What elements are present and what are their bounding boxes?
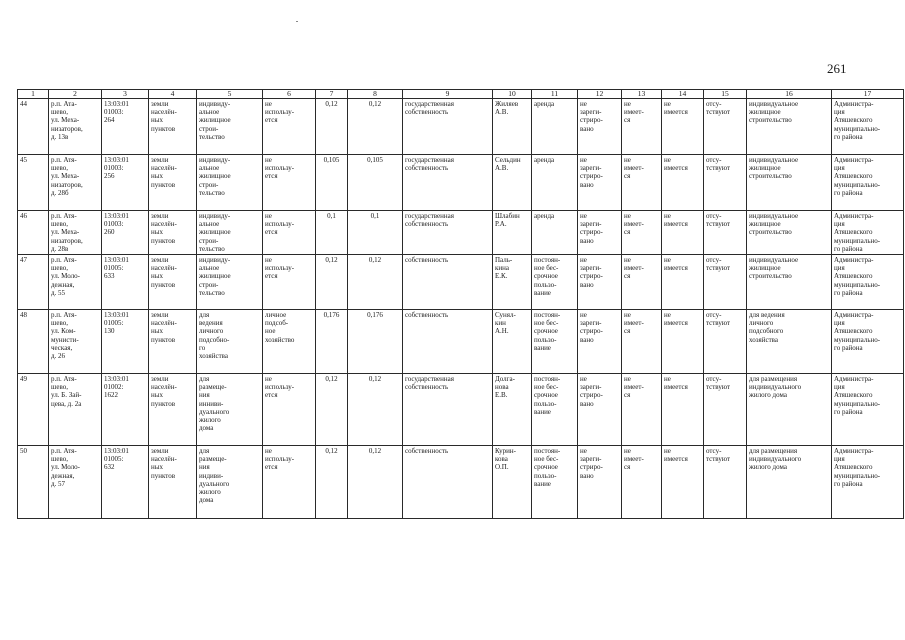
land-category-cell: земли населён- ных пунктов xyxy=(149,255,197,310)
holder-cell: Долга- нова Е.В. xyxy=(493,374,532,446)
land-category-cell: земли населён- ных пунктов xyxy=(149,374,197,446)
ownership-cell: государственная собственность xyxy=(403,211,493,255)
registration-cell: не зареги- стриро- вано xyxy=(578,211,622,255)
actual-use-cell: не использу- ется xyxy=(263,99,316,155)
row-number-cell: 46 xyxy=(18,211,49,255)
buildings-cell: отсу- тствуют xyxy=(704,310,747,374)
row-number-cell: 49 xyxy=(18,374,49,446)
actual-use-cell: не использу- ется xyxy=(263,155,316,211)
restriction-cell: не имеется xyxy=(662,155,704,211)
buildings-cell: отсу- тствуют xyxy=(704,446,747,519)
cadastral-number-cell: 13:03:01 01002: 1622 xyxy=(102,374,149,446)
area-cell: 0,105 xyxy=(316,155,348,211)
cadastral-number-cell: 13:03:01 01005: 632 xyxy=(102,446,149,519)
encumbrance-cell: не имеет- ся xyxy=(622,211,662,255)
column-header: 14 xyxy=(662,90,704,99)
land-category-cell: земли населён- ных пунктов xyxy=(149,155,197,211)
registration-cell: не зареги- стриро- вано xyxy=(578,99,622,155)
administration-cell: Администра- ция Атяшевского муниципально- го района xyxy=(832,310,904,374)
encumbrance-cell: не имеет- ся xyxy=(622,155,662,211)
buildings-cell: отсу- тствуют xyxy=(704,99,747,155)
right-type-cell: аренда xyxy=(532,211,578,255)
buildings-cell: отсу- тствуют xyxy=(704,211,747,255)
column-header: 17 xyxy=(832,90,904,99)
table-row xyxy=(18,155,904,211)
registration-cell: не зареги- стриро- вано xyxy=(578,446,622,519)
land-category-cell: земли населён- ных пунктов xyxy=(149,310,197,374)
holder-cell: Шлабин Р.А. xyxy=(493,211,532,255)
land-category-cell: земли населён- ных пунктов xyxy=(149,211,197,255)
actual-use-cell: не использу- ется xyxy=(263,255,316,310)
area-cell: 0,12 xyxy=(316,99,348,155)
right-type-cell: постоян- ное бес- срочное пользо- вание xyxy=(532,446,578,519)
area-cell: 0,12 xyxy=(316,255,348,310)
purpose-cell: для ведения личного подсобного хозяйства xyxy=(747,310,832,374)
ownership-cell: государственная собственность xyxy=(403,99,493,155)
address-cell: р.п. Атя- шево, ул. Моло- дежная, д. 55 xyxy=(49,255,102,310)
permitted-use-cell: для ведения личного подсобно- го хозяйства xyxy=(197,310,263,374)
table-row xyxy=(18,255,904,310)
right-type-cell: постоян- ное бес- срочное пользо- вание xyxy=(532,374,578,446)
restriction-cell: не имеется xyxy=(662,99,704,155)
table-row xyxy=(18,446,904,519)
registration-cell: не зареги- стриро- вано xyxy=(578,255,622,310)
column-number-row xyxy=(18,90,904,99)
holder-cell: Паль- кина Е.К. xyxy=(493,255,532,310)
area-cell: 0,176 xyxy=(348,310,403,374)
column-header: 3 xyxy=(102,90,149,99)
area-cell: 0,12 xyxy=(316,446,348,519)
administration-cell: Администра- ция Атяшевского муниципально- го района xyxy=(832,211,904,255)
row-number-cell: 45 xyxy=(18,155,49,211)
area-cell: 0,12 xyxy=(348,446,403,519)
cadastral-number-cell: 13:03:01 01003: 264 xyxy=(102,99,149,155)
column-header: 9 xyxy=(403,90,493,99)
land-category-cell: земли населён- ных пунктов xyxy=(149,446,197,519)
area-cell: 0,1 xyxy=(348,211,403,255)
actual-use-cell: не использу- ется xyxy=(263,211,316,255)
column-header: 12 xyxy=(578,90,622,99)
administration-cell: Администра- ция Атяшевского муниципально- го района xyxy=(832,446,904,519)
column-header: 7 xyxy=(316,90,348,99)
row-number-cell: 44 xyxy=(18,99,49,155)
column-header: 5 xyxy=(197,90,263,99)
column-header: 6 xyxy=(263,90,316,99)
permitted-use-cell: для размеще- ния индиви- дуального жилого дома xyxy=(197,446,263,519)
scan-speck xyxy=(296,21,298,22)
encumbrance-cell: не имеет- ся xyxy=(622,374,662,446)
permitted-use-cell: индивиду- альное жилищное строи- тельство xyxy=(197,255,263,310)
area-cell: 0,176 xyxy=(316,310,348,374)
area-cell: 0,105 xyxy=(348,155,403,211)
registration-cell: не зареги- стриро- вано xyxy=(578,310,622,374)
permitted-use-cell: индивиду- альное жилищное строи- тельство xyxy=(197,99,263,155)
buildings-cell: отсу- тствуют xyxy=(704,155,747,211)
right-type-cell: постоян- ное бес- срочное пользо- вание xyxy=(532,255,578,310)
row-number-cell: 50 xyxy=(18,446,49,519)
right-type-cell: постоян- ное бес- срочное пользо- вание xyxy=(532,310,578,374)
cadastral-number-cell: 13:03:01 01003: 256 xyxy=(102,155,149,211)
holder-cell: Жиляев А.В. xyxy=(493,99,532,155)
area-cell: 0,12 xyxy=(316,374,348,446)
administration-cell: Администра- ция Атяшевского муниципально- го района xyxy=(832,155,904,211)
purpose-cell: индивидуальное жилищное строительство xyxy=(747,211,832,255)
restriction-cell: не имеется xyxy=(662,446,704,519)
address-cell: р.п. Атя- шево, ул. Моло- дежная, д. 57 xyxy=(49,446,102,519)
administration-cell: Администра- ция Атяшевского муниципально- го района xyxy=(832,255,904,310)
purpose-cell: для размещения индивидуального жилого дома xyxy=(747,374,832,446)
column-header: 4 xyxy=(149,90,197,99)
cadastral-number-cell: 13:03:01 01005: 633 xyxy=(102,255,149,310)
area-cell: 0,12 xyxy=(348,255,403,310)
column-header: 15 xyxy=(704,90,747,99)
purpose-cell: индивидуальное жилищное строительство xyxy=(747,255,832,310)
column-header: 11 xyxy=(532,90,578,99)
column-header: 1 xyxy=(18,90,49,99)
table-row xyxy=(18,99,904,155)
row-number-cell: 48 xyxy=(18,310,49,374)
page-number: 261 xyxy=(827,61,847,76)
ownership-cell: собственность xyxy=(403,255,493,310)
column-header: 16 xyxy=(747,90,832,99)
cadastral-number-cell: 13:03:01 01005: 130 xyxy=(102,310,149,374)
right-type-cell: аренда xyxy=(532,99,578,155)
purpose-cell: для размещения индивидуального жилого дома xyxy=(747,446,832,519)
table-row xyxy=(18,374,904,446)
encumbrance-cell: не имеет- ся xyxy=(622,446,662,519)
restriction-cell: не имеется xyxy=(662,374,704,446)
ownership-cell: собственность xyxy=(403,446,493,519)
encumbrance-cell: не имеет- ся xyxy=(622,310,662,374)
ownership-cell: государственная собственность xyxy=(403,155,493,211)
holder-cell: Сунял- кин А.Н. xyxy=(493,310,532,374)
ownership-cell: собственность xyxy=(403,310,493,374)
encumbrance-cell: не имеет- ся xyxy=(622,255,662,310)
administration-cell: Администра- ция Атяшевского муниципально- го района xyxy=(832,99,904,155)
column-header: 13 xyxy=(622,90,662,99)
area-cell: 0,12 xyxy=(348,99,403,155)
administration-cell: Администра- ция Атяшевского муниципально- го района xyxy=(832,374,904,446)
land-category-cell: земли населён- ных пунктов xyxy=(149,99,197,155)
permitted-use-cell: индивиду- альное жилищное строи- тельство xyxy=(197,211,263,255)
column-header: 10 xyxy=(493,90,532,99)
address-cell: р.п. Атя- шево, ул. Меха- низаторов, д. 28б xyxy=(49,155,102,211)
address-cell: р.п. Атя- шево, ул. Б. Зай- цева, д. 2а xyxy=(49,374,102,446)
land-registry-table xyxy=(17,89,904,519)
address-cell: р.п. Атя- шево, ул. Ком- мунисти- ческая, д. 26 xyxy=(49,310,102,374)
table-row xyxy=(18,310,904,374)
address-cell: р.п. Атя- шево, ул. Меха- низаторов, д. 28в xyxy=(49,211,102,255)
table-row xyxy=(18,211,904,255)
registration-cell: не зареги- стриро- вано xyxy=(578,374,622,446)
restriction-cell: не имеется xyxy=(662,211,704,255)
buildings-cell: отсу- тствуют xyxy=(704,374,747,446)
actual-use-cell: не использу- ется xyxy=(263,446,316,519)
ownership-cell: государственная собственность xyxy=(403,374,493,446)
buildings-cell: отсу- тствуют xyxy=(704,255,747,310)
address-cell: р.п. Ата- шево, ул. Меха- низаторов, д. 13в xyxy=(49,99,102,155)
holder-cell: Сельдин А.В. xyxy=(493,155,532,211)
area-cell: 0,12 xyxy=(348,374,403,446)
column-header: 8 xyxy=(348,90,403,99)
purpose-cell: индивидуальное жилищное строительство xyxy=(747,99,832,155)
area-cell: 0,1 xyxy=(316,211,348,255)
restriction-cell: не имеется xyxy=(662,255,704,310)
encumbrance-cell: не имеет- ся xyxy=(622,99,662,155)
right-type-cell: аренда xyxy=(532,155,578,211)
purpose-cell: индивидуальное жилищное строительство xyxy=(747,155,832,211)
row-number-cell: 47 xyxy=(18,255,49,310)
actual-use-cell: личное подсоб- ное хозяйство xyxy=(263,310,316,374)
holder-cell: Курин- кова О.П. xyxy=(493,446,532,519)
actual-use-cell: не использу- ется xyxy=(263,374,316,446)
permitted-use-cell: для размеще- ния инниви- дуального жилого дома xyxy=(197,374,263,446)
permitted-use-cell: индивиду- альное жилищное строи- тельство xyxy=(197,155,263,211)
column-header: 2 xyxy=(49,90,102,99)
cadastral-number-cell: 13:03:01 01003: 260 xyxy=(102,211,149,255)
restriction-cell: не имеется xyxy=(662,310,704,374)
registration-cell: не зареги- стриро- вано xyxy=(578,155,622,211)
